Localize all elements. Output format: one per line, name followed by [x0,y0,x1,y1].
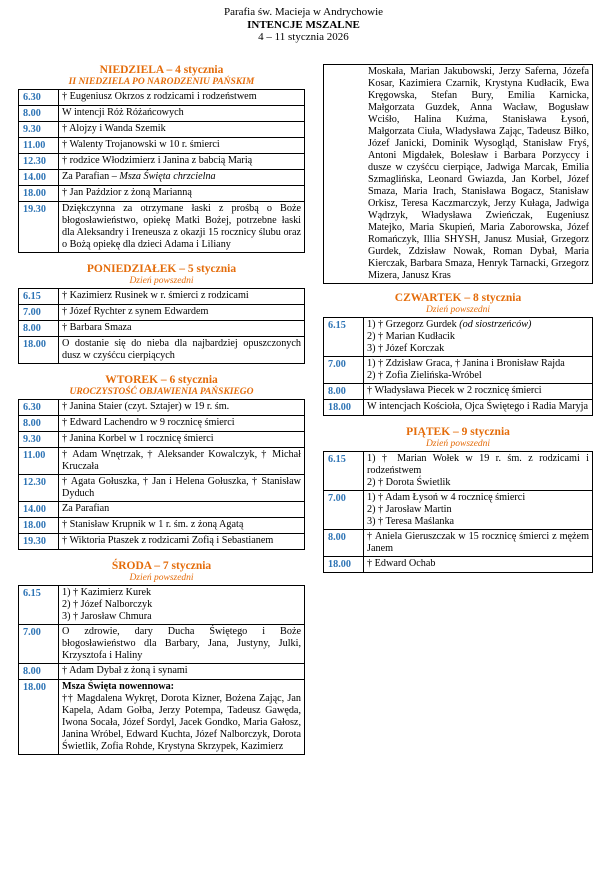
mass-time: 18.00 [324,400,364,416]
mass-time: 18.00 [324,557,364,573]
mass-time: 8.00 [19,664,59,680]
intention-line: † Stanisław Krupnik w 1 r. śm. z żoną Agatą [62,519,244,530]
mass-intention [364,318,593,357]
mass-row [19,170,305,186]
mass-intention [59,680,305,755]
mass-row [19,305,305,321]
mass-row [19,625,305,664]
day-header [18,374,305,398]
intention-line: Za Parafian [62,503,110,514]
intention-line: W intencji Róż Różańcowych [62,107,184,118]
mass-time: 12.30 [19,475,59,502]
mass-row [19,186,305,202]
mass-row [19,400,305,416]
mass-intention [364,384,593,400]
mass-table [323,317,593,416]
mass-intention [59,170,305,186]
mass-intention [364,357,593,384]
day-subtitle: UROCZYSTOŚĆ OBJAWIENIA PAŃSKIEGO [69,387,254,397]
intention-line: † rodzice Włodzimierz i Janina z babcią Marią [62,155,253,166]
intention-line: † Aniela Gieruszczak w 15 rocznicę śmierci z mężem Janem [367,531,589,554]
intention-line: † Agata Gołuszka, † Jan i Helena Gołuszka, † Stanisław Dyduch [62,476,301,499]
day-header [323,426,593,450]
mass-row [19,138,305,154]
mass-row [19,664,305,680]
date-range: 4 – 11 stycznia 2026 [258,31,349,43]
day-title: WTOREK – 6 stycznia [105,374,218,386]
mass-intention [59,202,305,253]
intention-line: † Walenty Trojanowski w 10 r. śmierci [62,139,220,150]
mass-time: 19.30 [19,202,59,253]
mass-intention [364,530,593,557]
mass-row [19,321,305,337]
mass-intention [59,321,305,337]
mass-time: 7.00 [19,305,59,321]
mass-intention [59,416,305,432]
mass-intention [59,305,305,321]
mass-intention [59,586,305,625]
intention-line: † Adam Wnętrzak, † Aleksander Kowalczyk, † Michał Kruczała [62,449,301,472]
mass-time: 6.30 [19,90,59,106]
mass-time: 7.00 [324,357,364,384]
mass-row [19,90,305,106]
intention-line: Za Parafian – Msza Święta chrzcielna [62,171,216,182]
day-section-poniedzialek [18,263,305,364]
intention-line: † Edward Ochab [367,558,436,569]
mass-time: 11.00 [19,138,59,154]
intention-line: † Janina Korbel w 1 rocznicę śmierci [62,433,214,444]
intention-line: 2) † Dorota Świetlik [367,477,451,488]
mass-time: 19.30 [19,534,59,550]
day-title: CZWARTEK – 8 stycznia [394,292,522,304]
mass-intention [59,154,305,170]
mass-row [19,680,305,755]
mass-row [324,318,593,357]
mass-time: 7.00 [324,491,364,530]
page-title: INTENCJE MSZALNE [247,18,360,31]
intention-line: W intencjach Kościoła, Ojca Świętego i Radia Maryja [367,401,589,412]
mass-time: 6.15 [324,318,364,357]
intention-line: O dostanie się do nieba dla najbardziej opuszczonych dusz w czyśćcu cierpiących [62,338,301,361]
mass-time: 8.00 [19,321,59,337]
mass-table [323,451,593,573]
intention-line: 1) † Adam Łysoń w 4 rocznicę śmierci [367,492,526,503]
mass-row [19,475,305,502]
mass-intention [59,432,305,448]
mass-intention [59,534,305,550]
intention-line: †† Magdalena Wykręt, Dorota Kizner, Bożena Zając, Jan Kapela, Adam Gołba, Jerzy Potempa, Tadeusz Gawęda, Iwona Socała, Józef Sordyl, Jacek Gondko, Maria Gałosz, Janina Wróbel, Edward Kuchta, Józef Nalborczyk, Dorota Świetlik, Zofia Rohde, Krystyna Skrzypek, Kazimierz [62,693,301,752]
mass-intention [59,186,305,202]
intention-line: † Władysława Piecek w 2 rocznicę śmierci [367,385,542,396]
day-title: NIEDZIELA – 4 stycznia [99,64,224,76]
intention-line: 3) † Józef Korczak [367,343,445,354]
intention-line: † Barbara Smaza [62,322,132,333]
day-section-piatek [323,426,593,573]
mass-time: 6.15 [19,289,59,305]
mass-row [324,452,593,491]
mass-intention [59,400,305,416]
intention-line: 1) † Kazimierz Kurek [62,587,152,598]
day-section-niedziela [18,64,305,253]
mass-time: 8.00 [19,106,59,122]
day-subtitle: Dzień powszedni [425,439,491,449]
page-header [0,6,607,44]
day-section-czwartek [323,292,593,416]
intention-line: † Eugeniusz Okrzos z rodzicami i rodzeństwem [62,91,257,102]
mass-intention [59,289,305,305]
mass-intention [59,337,305,364]
intention-line: 1) † Zdzisław Graca, † Janina i Bronisław Rajda [367,358,565,369]
intention-line: 1) † Grzegorz Gurdek (od siostrzeńców) [367,319,532,330]
intention-line: † Adam Dybał z żoną i synami [62,665,188,676]
parish-name: Parafia św. Macieja w Andrychowie [223,6,384,18]
mass-time: 14.00 [19,502,59,518]
intention-line: 2) † Józef Nalborczyk [62,599,153,610]
mass-intention [59,625,305,664]
mass-time: 7.00 [19,625,59,664]
mass-intention [59,664,305,680]
mass-time: 18.00 [19,186,59,202]
intention-line: 3) † Teresa Maślanka [367,516,455,527]
mass-table [18,399,305,550]
intention-line: 2) † Jarosław Martin [367,504,452,515]
intention-line: † Wiktoria Ptaszek z rodzicami Zofią i Sebastianem [62,535,274,546]
mass-intention [59,475,305,502]
intention-line: † Edward Lachendro w 9 rocznicę śmierci [62,417,235,428]
day-subtitle: Dzień powszedni [129,276,194,286]
intention-line: 2) † Zofia Zielińska-Wróbel [367,370,482,381]
mass-row [19,416,305,432]
mass-intention [59,518,305,534]
mass-intention [59,448,305,475]
mass-intention [364,452,593,491]
day-header [323,292,593,316]
day-title: PONIEDZIAŁEK – 5 stycznia [86,263,237,275]
right-column [323,64,593,583]
day-header [18,560,305,584]
intention-line: † Kazimierz Rusinek w r. śmierci z rodzicami [62,290,249,301]
day-header [18,263,305,287]
mass-row [324,357,593,384]
mass-time: 18.00 [19,680,59,755]
day-header [18,64,305,88]
intention-line: O zdrowie, dary Ducha Świętego i Boże błogosławieństwo dla Barbary, Jana, Justyny, Julki, Krzysztofa i Haliny [62,626,301,661]
day-section-wtorek [18,374,305,550]
mass-intention [364,491,593,530]
mass-intention [59,106,305,122]
intention-line: † Józef Rychter z synem Edwardem [62,306,209,317]
mass-row [324,384,593,400]
left-column [18,64,305,755]
intention-heading: Msza Święta nowennowa: [62,681,175,692]
mass-time: 8.00 [324,384,364,400]
mass-intention [364,557,593,573]
intention-line: † Jan Paździor z żoną Marianną [62,187,192,198]
mass-table [18,89,305,253]
mass-time: 18.00 [19,337,59,364]
mass-time: 8.00 [19,416,59,432]
mass-time: 18.00 [19,518,59,534]
mass-time: 14.00 [19,170,59,186]
mass-row [19,534,305,550]
mass-row [324,557,593,573]
mass-intention [59,502,305,518]
intention-line: † Janina Staier (czyt. Sztajer) w 19 r. śm. [62,401,230,412]
mass-intention [59,122,305,138]
mass-row [324,400,593,416]
day-title: PIĄTEK – 9 stycznia [406,426,510,438]
day-subtitle: II NIEDZIELA PO NARODZENIU PAŃSKIM [68,77,255,87]
mass-row [19,518,305,534]
mass-row [19,154,305,170]
mass-time: 9.30 [19,432,59,448]
mass-row [19,502,305,518]
mass-row [19,448,305,475]
intention-line: 2) † Marian Kudłacik [367,331,455,342]
mass-time: 12.30 [19,154,59,170]
mass-time: 6.15 [19,586,59,625]
mass-time: 6.30 [19,400,59,416]
day-subtitle: Dzień powszedni [129,573,194,583]
intention-line: Dziękczynna za otrzymane łaski z prośbą o Boże błogosławieństwo, opiekę Matki Bożej, potrzebne łaski dla Aleksandry i Ireneusza z okazji 15 rocznicy ślubu oraz o Bożą opiekę dla dzieci Adama i Liliany [62,203,301,250]
mass-table [18,585,305,755]
mass-row [324,530,593,557]
intention-line: † Alojzy i Wanda Szemik [62,123,166,134]
mass-intention [364,400,593,416]
mass-time: 6.15 [324,452,364,491]
mass-row [19,337,305,364]
mass-intention [59,90,305,106]
mass-time: 11.00 [19,448,59,475]
day-subtitle: Dzień powszedni [425,305,491,315]
mass-row [324,491,593,530]
mass-row [19,202,305,253]
mass-row [19,106,305,122]
day-section-sroda [18,560,305,755]
intention-line: 1) † Marian Wołek w 19 r. śm. z rodzicami i rodzeństwem [367,453,589,476]
mass-time: 8.00 [324,530,364,557]
mass-row [19,122,305,138]
mass-row [19,289,305,305]
mass-table [18,288,305,364]
mass-intention [59,138,305,154]
intention-line: 3) † Jarosław Chmura [62,611,152,622]
sroda-continuation: Moskała, Marian Jakubowski, Jerzy Saferna, Józefa Kosar, Kazimiera Czarnik, Krystyna Kudłacik, Ewa Kręgowska, Stefan Bury, Emilia Karnicka, Małgorzata Guzdek, Anna Wacław, Bogusław Wciśło, Halina Kuźma, Stanisława Łysoń, Małgorzata Ciuła, Władysława Zając, Tadeusz Biłko, Józef Janicki, Dominik Wysogląd, Stanisław Fryś, Antoni Migdałek, Bolesław i Barbara Porzyccy i dusze w czyśćcu cierpiące, Jadwiga Marcak, Emilia Szmaglińska, Leonard Gwiazda, Jan Korbel, Józef Smaza, Maria Irach, Stanisława Bogacz, Stanisław Orkisz, Teresa Kaczmarczyk, Jerzy Kułaga, Jadwiga Wądrzyk, Władysława Zwieńczak, Eugeniusz Matejko, Maria Skupień, Maria Zaborowska, Józef Romańczyk, Illia SHYSH, Janusz Musiał, Grzegorz Gurdek, Zdzisław Nowak, Roman Dybał, Maria Kierczak, Barbara Smaza, Henryk Tarnacki, Grzegorz Mizera, Janusz Kras [323,64,593,284]
mass-time: 9.30 [19,122,59,138]
mass-row [19,586,305,625]
day-title: ŚRODA – 7 stycznia [111,560,212,572]
mass-row [19,432,305,448]
